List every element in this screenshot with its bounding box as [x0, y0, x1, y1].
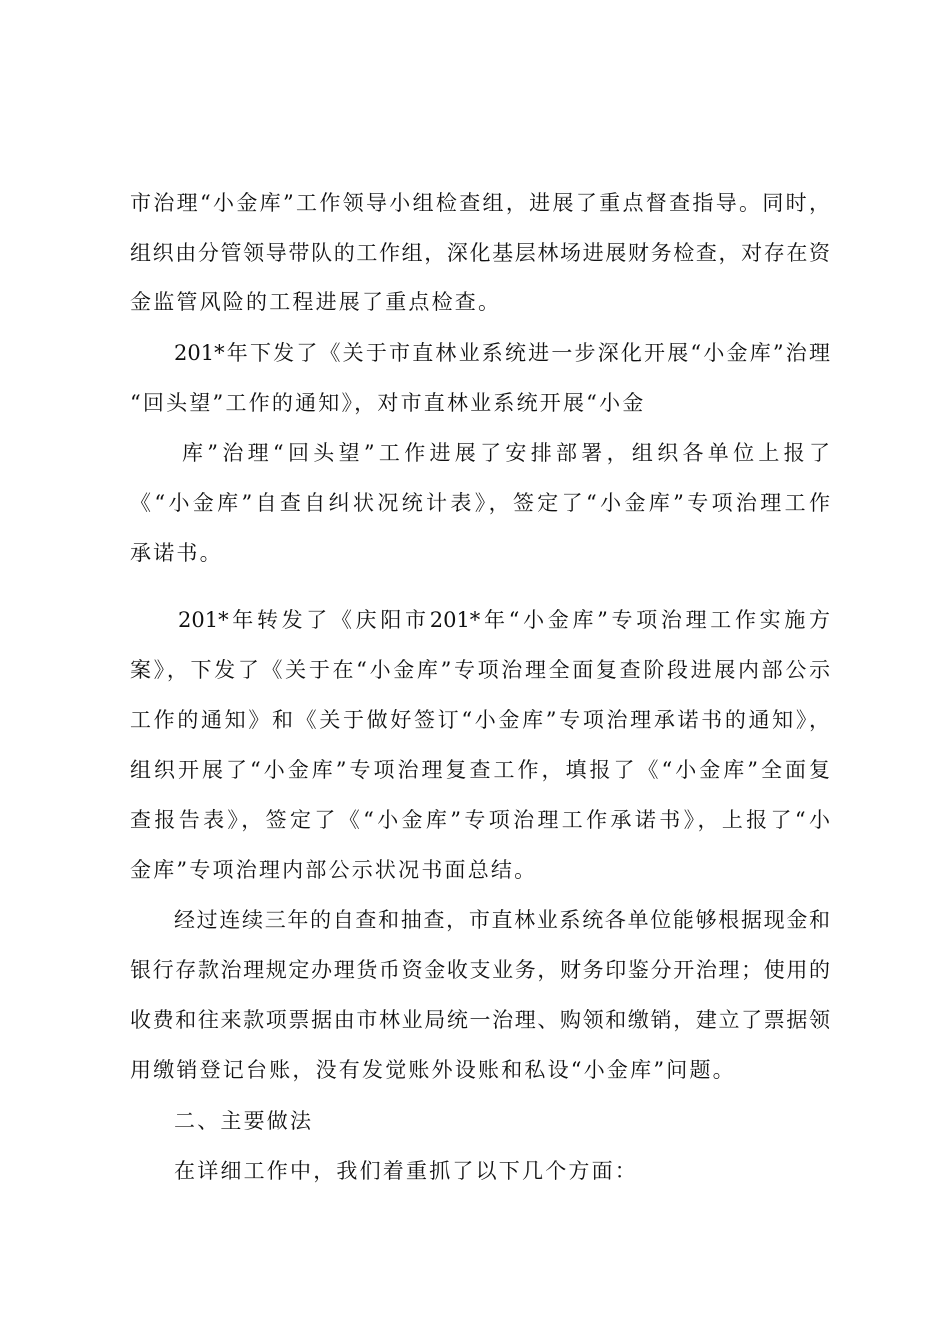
section-heading: 二、主要做法	[174, 1109, 314, 1133]
body-line: 库”治理“回头望”工作进展了安排部署，组织各单位上报了	[182, 441, 830, 465]
body-line: “回头望”工作的通知》，对市直林业系统开展“小金	[130, 391, 646, 415]
body-line: 201*年转发了《庆阳市201*年“小金库”专项治理工作实施方	[178, 608, 830, 632]
body-line: 承诺书。	[130, 541, 223, 565]
body-line: 组织开展了“小金库”专项治理复查工作，填报了《“小金库”全面复	[130, 758, 830, 782]
body-line: 案》，下发了《关于在“小金库”专项治理全面复查阶段进展内部公示	[130, 658, 830, 682]
body-line: 工作的通知》和《关于做好签订“小金库”专项治理承诺书的通知》，	[130, 708, 830, 732]
body-line: 在详细工作中，我们着重抓了以下几个方面：	[174, 1159, 638, 1183]
body-line: 银行存款治理规定办理货币资金收支业务，财务印鉴分开治理；使用的	[130, 958, 830, 982]
body-line: 查报告表》，签定了《“小金库”专项治理工作承诺书》，上报了“小	[130, 808, 830, 832]
body-line: 金库”专项治理内部公示状况书面总结。	[130, 858, 538, 882]
body-line: 经过连续三年的自查和抽查，市直林业系统各单位能够根据现金和	[174, 908, 830, 932]
body-line: 市治理“小金库”工作领导小组检查组，进展了重点督查指导。同时，	[130, 191, 830, 215]
body-line: 用缴销登记台账，没有发觉账外设账和私设“小金库”问题。	[130, 1058, 736, 1082]
body-line: 金监管风险的工程进展了重点检查。	[130, 290, 502, 314]
body-line: 201*年下发了《关于市直林业系统进一步深化开展“小金库”治理	[174, 341, 830, 365]
body-line: 收费和往来款项票据由市林业局统一治理、购领和缴销，建立了票据领	[130, 1008, 830, 1032]
body-line: 《“小金库”自查自纠状况统计表》，签定了“小金库”专项治理工作	[130, 491, 830, 515]
body-line: 组织由分管领导带队的工作组，深化基层林场进展财务检查，对存在资	[130, 241, 830, 265]
